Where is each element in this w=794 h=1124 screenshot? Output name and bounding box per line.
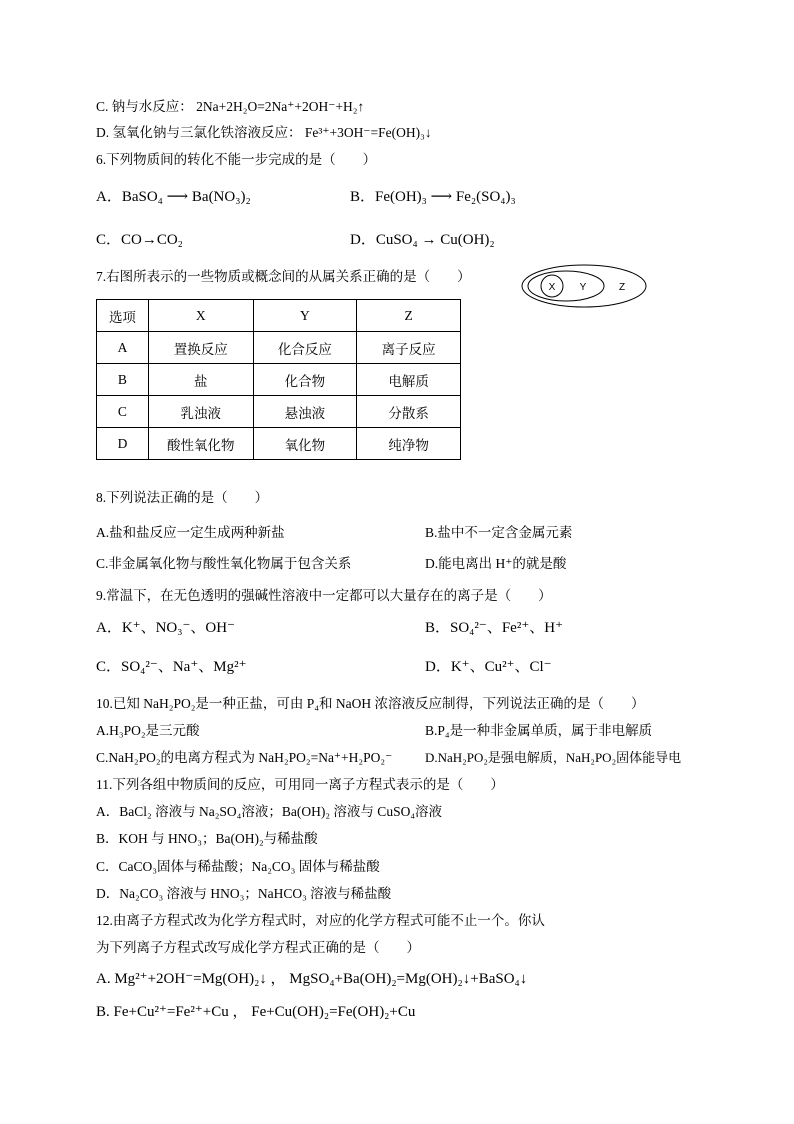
table-cell: 盐 [148, 364, 253, 396]
table-cell: 纯净物 [357, 428, 461, 460]
q10-stem: 10.已知 NaH₂PO₂是一种正盐，可由 P₄和 NaOH 浓溶液反应制得，下列说法正确的是（ ） [96, 696, 645, 711]
table-cell: 悬浊液 [253, 396, 357, 428]
q10-option-c: C.NaH₂PO₂的电离方程式为 NaH₂PO₂=Na⁺+H₂PO₂⁻ [96, 750, 393, 765]
q9-option-b: B．SO₄²⁻、Fe²⁺、H⁺ [425, 620, 563, 636]
table-cell: 电解质 [357, 364, 461, 396]
q12-stem-line-1: 12.由离子方程式改为化学方程式时，对应的化学方程式可能不止一个。你认 [96, 913, 545, 928]
table-cell: B [97, 364, 149, 396]
q8-option-b: B.盐中不一定含金属元素 [425, 525, 573, 540]
table-cell: 氧化物 [253, 428, 357, 460]
table-row [97, 396, 461, 428]
table-cell: 离子反应 [357, 332, 461, 364]
table-header-cell: X [148, 300, 253, 332]
q11-stem: 11.下列各组中物质间的反应，可用同一离子方程式表示的是（ ） [96, 777, 504, 792]
q8-option-c: C.非金属氧化物与酸性氧化物属于包含关系 [96, 556, 352, 571]
q9-option-c: C．SO₄²⁻、Na⁺、Mg²⁺ [96, 659, 247, 675]
q6-option-c: C．CO→CO₂ [96, 232, 183, 248]
table-cell: 化合物 [253, 364, 357, 396]
table-header-cell: Y [253, 300, 357, 332]
q9-option-a: A．K⁺、NO₃⁻、OH⁻ [96, 620, 235, 636]
venn-label-z: Z [618, 282, 626, 293]
venn-label-y: Y [579, 282, 587, 293]
table-cell: A [97, 332, 149, 364]
q11-option-a: A．BaCl₂ 溶液与 Na₂SO₄溶液；Ba(OH)₂ 溶液与 CuSO₄溶液 [96, 804, 443, 819]
table-cell: 化合反应 [253, 332, 357, 364]
q6-option-a: A．BaSO₄ ⟶ Ba(NO₃)₂ [96, 189, 251, 205]
table-row [97, 332, 461, 364]
q8-option-d: D.能电离出 H⁺的就是酸 [425, 556, 567, 571]
venn-middle-ellipse [528, 271, 604, 301]
table-cell: 分散系 [357, 396, 461, 428]
table-cell: D [97, 428, 149, 460]
table-header-cell: Z [357, 300, 461, 332]
venn-diagram [520, 262, 650, 310]
q11-option-b: B．KOH 与 HNO₃；Ba(OH)₂与稀盐酸 [96, 831, 318, 846]
q11-option-c: C．CaCO₃固体与稀盐酸；Na₂CO₃ 固体与稀盐酸 [96, 859, 380, 874]
table-row [97, 428, 461, 460]
q10-option-a: A.H₃PO₂是三元酸 [96, 723, 200, 738]
table-cell: 置换反应 [148, 332, 253, 364]
q6-option-b: B．Fe(OH)₃ ⟶ Fe₂(SO₄)₃ [350, 189, 516, 205]
table-row [97, 364, 461, 396]
q7-options-table [96, 299, 461, 460]
q12-stem-line-2: 为下列离子方程式改写成化学方程式正确的是（ ） [96, 940, 420, 955]
q10-option-b: B.P₄是一种非金属单质，属于非电解质 [425, 723, 653, 738]
q10-option-d: D.NaH₂PO₂是强电解质，NaH₂PO₂固体能导电 [425, 750, 682, 765]
q11-option-d: D．Na₂CO₃ 溶液与 HNO₃；NaHCO₃ 溶液与稀盐酸 [96, 886, 392, 901]
q8-option-a: A.盐和盐反应一定生成两种新盐 [96, 525, 285, 540]
q6-option-d: D．CuSO₄ → Cu(OH)₂ [350, 232, 495, 248]
q5-option-d: D. 氢氧化钠与三氯化铁溶液反应： Fe³⁺+3OH⁻=Fe(OH)₃↓ [96, 125, 432, 140]
q12-option-a: A. Mg²⁺+2OH⁻=Mg(OH)₂↓ ， MgSO₄+Ba(OH)₂=Mg(OH)₂↓+BaSO₄↓ [96, 971, 528, 987]
q9-option-d: D．K⁺、Cu²⁺、Cl⁻ [425, 659, 552, 675]
table-cell: 酸性氧化物 [148, 428, 253, 460]
q5-option-c: C. 钠与水反应： 2Na+2H₂O=2Na⁺+2OH⁻+H₂↑ [96, 99, 365, 114]
q6-stem: 6.下列物质间的转化不能一步完成的是（ ） [96, 152, 377, 167]
q12-option-b: B. Fe+Cu²⁺=Fe²⁺+Cu ， Fe+Cu(OH)₂=Fe(OH)₂+Cu [96, 1004, 416, 1020]
table-header-cell: 选项 [97, 300, 149, 332]
q7-stem: 7.右图所表示的一些物质或概念间的从属关系正确的是（ ） [96, 269, 471, 284]
q8-stem: 8.下列说法正确的是（ ） [96, 490, 269, 505]
table-header-row [97, 300, 461, 332]
venn-label-x: X [548, 282, 556, 293]
q9-stem: 9.常温下，在无色透明的强碱性溶液中一定都可以大量存在的离子是（ ） [96, 588, 552, 603]
table-cell: C [97, 396, 149, 428]
table-cell: 乳浊液 [148, 396, 253, 428]
